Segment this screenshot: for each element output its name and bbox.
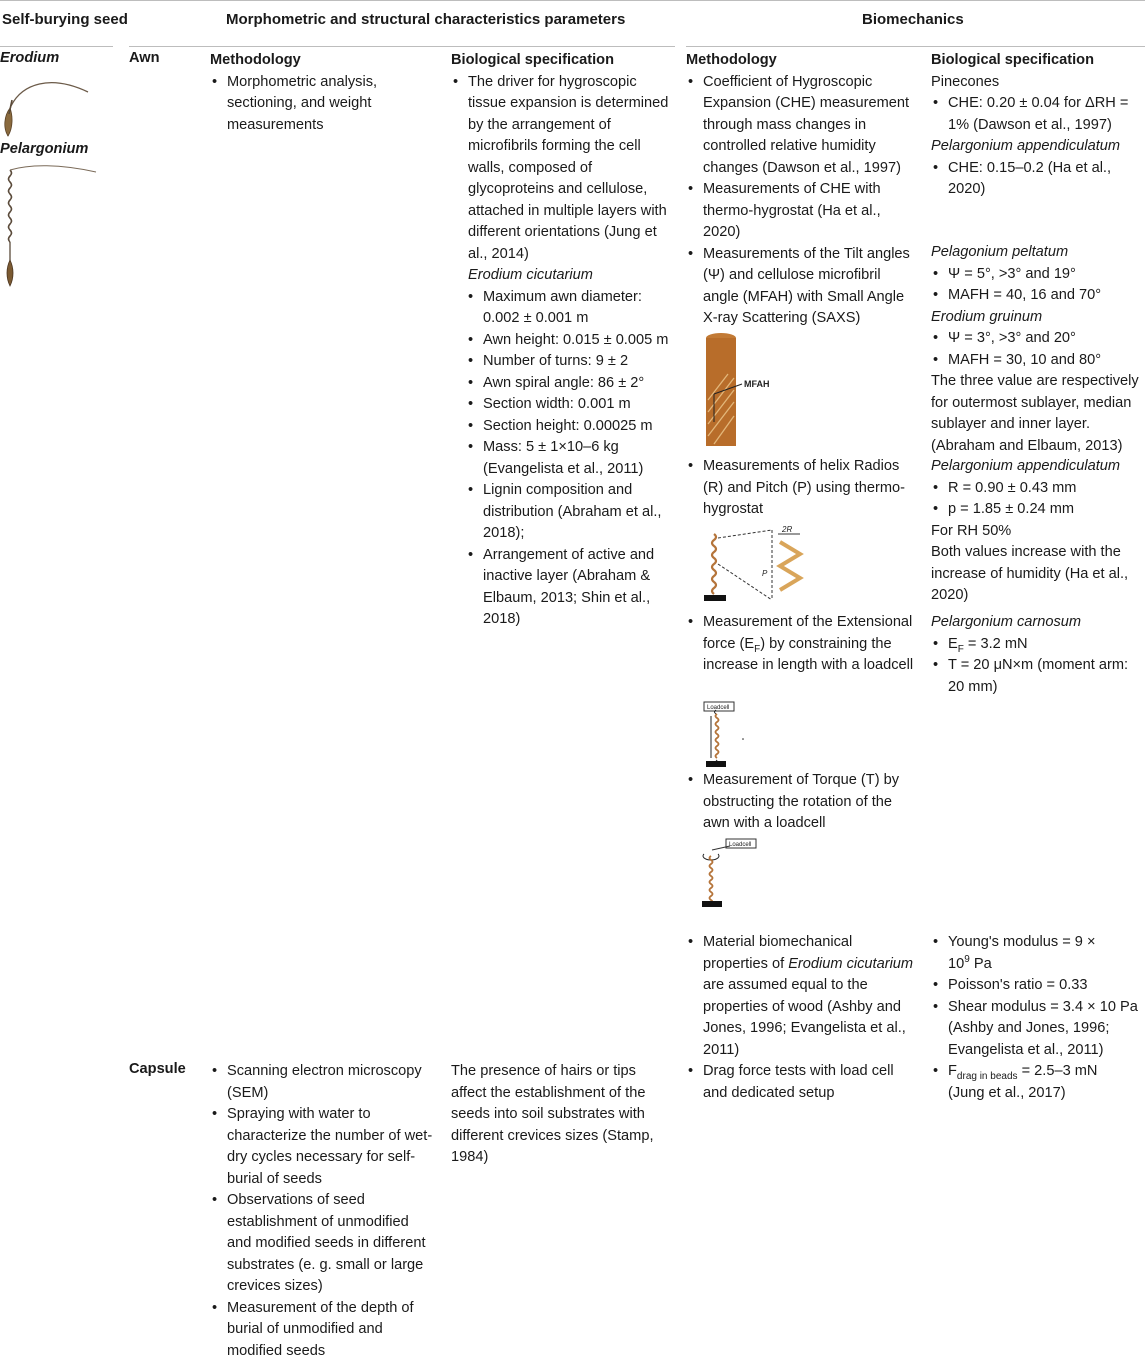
awn-methodology-item: • Morphometric analysis, sectioning, and weight measurements [210, 72, 435, 137]
loadcell-label: Loadcell [707, 705, 729, 711]
capsule-method-item: • Observations of seed establishment of unmodified and modified seeds in different substrates (e. g. small or large crevices sizes) [210, 1190, 435, 1298]
helix-species: Pelargonium appendiculatum [931, 456, 1145, 478]
helix-spec [931, 456, 1145, 607]
capsule-bio-method: • Drag force tests with load cell and dedicated setup [686, 1061, 918, 1104]
awn-spec [451, 50, 673, 631]
species-pelargonium: Pelargonium [0, 141, 88, 157]
material-spec-item: • Shear modulus = 3.4 × 10 Pa (Ashby and Jones, 1996; Evangelista et al., 2011) [931, 997, 1145, 1062]
helix-r: • R = 0.90 ± 0.43 mm [931, 478, 1145, 500]
che-spec-2: • CHE: 0.15–0.2 (Ha et al., 2020) [931, 158, 1145, 201]
tilt-sp2-psi: • Ψ = 3°, >3° and 20° [931, 328, 1145, 350]
tilt-note: The three value are respectively for outermost sublayer, median sublayer and inner layer. (Abraham and Elbaum, 2013) [931, 371, 1145, 457]
capsule-spec: The presence of hairs or tips affect the establishment of the seeds into soil substrates with different crevices sizes (Stamp, 1984) [451, 1061, 669, 1169]
helix-p: • p = 1.85 ± 0.24 mm [931, 499, 1145, 521]
tilt-sp2: Erodium gruinum [931, 307, 1145, 329]
header-morpho: Morphometric and structural characteristics parameters [226, 11, 625, 28]
awn-spec-item: • Number of turns: 9 ± 2 [466, 351, 673, 373]
helix-method: • Measurements of helix Radios (R) and Pitch (P) using thermo-hygrostat [686, 456, 918, 521]
force-species: Pelargonium carnosum [931, 612, 1145, 634]
torque-method-block [686, 770, 918, 835]
torque-diagram [700, 838, 770, 912]
tilt-sp1-mafh: • MAFH = 40, 16 and 70° [931, 285, 1145, 307]
awn-spec-item: • Mass: 5 ± 1×10–6 kg (Evangelista et al., 2011) [466, 437, 673, 480]
header-underline-morpho [129, 46, 675, 47]
capsule-method-item: • Scanning electron microscopy (SEM) [210, 1061, 435, 1104]
awn-label: Awn [129, 50, 160, 66]
tilt-sp1: Pelagonium peltatum [931, 242, 1145, 264]
torque-loadcell-label: Loadcell [729, 842, 751, 848]
helix-fig-p: P [762, 569, 768, 578]
helix-diagram [700, 524, 820, 608]
helix-fig-2r: 2R [781, 525, 792, 534]
material-spec-item: • Poisson's ratio = 0.33 [931, 975, 1145, 997]
che-method-2: • Measurements of CHE with thermo-hygrostat (Ha et al., 2020) [686, 179, 918, 244]
awn-spec-item: • Lignin composition and distribution (Abraham et al., 2018); [466, 480, 673, 545]
capsule-bio-method-block [686, 1061, 918, 1104]
helix-rh: For RH 50% [931, 521, 1145, 543]
extensional-force-diagram [700, 700, 760, 770]
bio-spec-top [931, 50, 1145, 201]
header-bio: Biomechanics [862, 11, 964, 28]
awn-spec-intro: • The driver for hygroscopic tissue expansion is determined by the arrangement of microfibrils forming the cell walls, composed of glycoproteins and cellulose, attached in multiple layers with different orientations (Jung et al., 2014) [451, 72, 673, 266]
che-spec-group: Pinecones [931, 72, 1145, 94]
erodium-seed-image [0, 70, 95, 140]
helix-note: Both values increase with the increase of humidity (Ha et al., 2020) [931, 542, 1145, 607]
helix-method-block [686, 456, 918, 521]
force-spec: Pelargonium carnosum • $E_F = 3.2$ mN • T = 20 μN×m (moment arm: 20 mm) [931, 612, 1145, 698]
material-spec: • Young's modulus = 9 × $10^9$ Pa • Poisson's ratio = 0.33 • Shear modulus = 3.4 × 10 Pa (Ashby and Jones, 1996; Evangelista et al., 2011) [931, 932, 1145, 1061]
tilt-sp1-psi: • Ψ = 5°, >3° and 19° [931, 264, 1145, 286]
capsule-method-item: • Spraying with water to characterize the number of wet-dry cycles necessary for self-burial of seeds [210, 1104, 435, 1190]
header-underline-seed [0, 46, 113, 47]
tilt-method: • Measurements of the Tilt angles (Ψ) and cellulose microfibril angle (MFAH) with Small Angle X-ray Scattering (SAXS) [686, 244, 918, 330]
awn-spec-title: Biological specification [451, 50, 673, 72]
header-seed: Self-burying seed [2, 11, 128, 28]
awn-spec-item: • Arrangement of active and inactive layer (Abraham & Elbaum, 2013; Shin et al., 2018) [466, 545, 673, 631]
awn-spec-item: • Awn height: 0.015 ± 0.005 m [466, 330, 673, 352]
capsule-bio-spec: • $F_{drag in beads} = 2.5-3$ mN (Jung et al., 2017) [931, 1061, 1145, 1104]
awn-spec-item: • Awn spiral angle: 86 ± 2° [466, 373, 673, 395]
capsule-methodology [210, 1061, 435, 1362]
torque-method: • Measurement of Torque (T) by obstructing the rotation of the awn with a loadcell [686, 770, 918, 835]
awn-spec-species: Erodium cicutarium [451, 265, 673, 287]
material-method: • Material biomechanical properties of Erodium cicutarium are assumed equal to the properties of wood (Ashby and Jones, 1996; Evangelista et al., 2011) [686, 932, 918, 1061]
force-t: • T = 20 μN×m (moment arm: 20 mm) [931, 655, 1145, 698]
material-method-block [686, 932, 918, 1061]
awn-methodology [210, 50, 435, 136]
capsule-method-item: • Measurement of the depth of burial of unmodified and modified seeds [210, 1298, 435, 1362]
bio-spec-title: Biological specification [931, 50, 1145, 72]
awn-methodology-title: Methodology [210, 50, 435, 72]
tilt-spec [931, 242, 1145, 457]
force-method-block: • Measurement of the Extensional force $(E_F)$ by constraining the increase in length with a loadcell [686, 612, 918, 677]
che-spec-species-2: Pelargonium appendiculatum [931, 136, 1145, 158]
bio-methodology-title: Methodology [686, 50, 918, 72]
pelargonium-seed-image [0, 162, 100, 292]
bio-methodology-top [686, 50, 918, 330]
capsule-label: Capsule [129, 1061, 186, 1077]
awn-spec-item: • Section height: 0.00025 m [466, 416, 673, 438]
mfah-label: MFAH [744, 379, 770, 389]
che-spec-1: • CHE: 0.20 ± 0.04 for ΔRH = 1% (Dawson et al., 1997) [931, 93, 1145, 136]
awn-spec-item: • Maximum awn diameter: 0.002 ± 0.001 m [466, 287, 673, 330]
mfah-diagram [700, 332, 790, 448]
header-underline-bio [686, 46, 1145, 47]
awn-spec-item: • Section width: 0.001 m [466, 394, 673, 416]
species-erodium: Erodium [0, 50, 59, 66]
tilt-sp2-mafh: • MAFH = 30, 10 and 80° [931, 350, 1145, 372]
che-method: • Coefficient of Hygroscopic Expansion (CHE) measurement through mass changes in controlled relative humidity changes (Dawson et al., 1997) [686, 72, 918, 180]
